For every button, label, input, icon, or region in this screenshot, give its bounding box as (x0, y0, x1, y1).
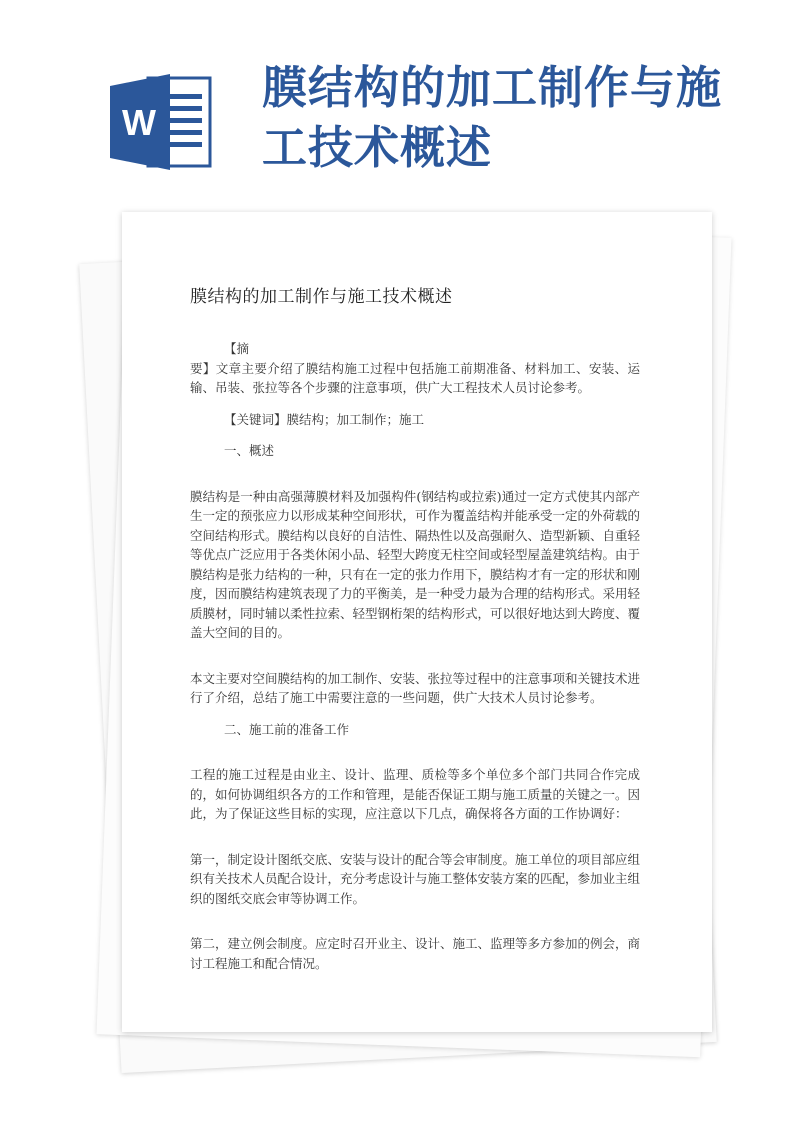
paragraph-intro: 本文主要对空间膜结构的加工制作、安装、张拉等过程中的注意事项和关键技术进行了介绍，总结了施工中需要注意的一些问题，供广大技术人员讨论参考。 (190, 670, 641, 705)
paragraph-coordination: 工程的施工过程是由业主、设计、监理、质检等多个单位多个部门共同合作完成的，如何协调组织各方的工作和管理，是能否保证工期与施工质量的关键之一。因此，为了保证这些目标的实现，应注意以下几点，确保将各方面的工作协调好： (190, 767, 641, 821)
section-heading-overview: 一、概述 (224, 443, 275, 458)
banner (0, 0, 800, 210)
document-content (190, 282, 640, 973)
word-document-icon (110, 72, 214, 172)
section-heading-preparation: 二、施工前的准备工作 (224, 721, 350, 737)
document-title: 膜结构的加工制作与施工技术概述 (190, 287, 453, 307)
paragraph-second: 第二，建立例会制度。应定时召开业主、设计、施工、监理等多方参加的例会，商讨工程施工和配合情况。 (190, 936, 641, 971)
banner-title: 膜结构的加工制作与施工技术概述 (262, 61, 723, 174)
keywords: 【关键词】膜结构；加工制作；施工 (224, 411, 425, 427)
word-logo-letter: W (122, 102, 156, 143)
abstract-label: 【摘 (224, 341, 250, 356)
paragraph-first: 第一，制定设计图纸交底、安装与设计的配合等会审制度。施工单位的项目部应组织有关技术人员配合设计，充分考虑设计与施工整体安装方案的匹配，参加业主组织的图纸交底会审等协调工作。 (190, 851, 641, 906)
document-page (122, 212, 712, 1032)
abstract-text: 要】文章主要介绍了膜结构施工过程中包括施工前期准备、材料加工、安装、运输、吊装、张拉等各个步骤的注意事项，供广大工程技术人员讨论参考。 (190, 360, 640, 395)
paragraph-overview: 膜结构是一种由高强薄膜材料及加强构件(钢结构或拉索)通过一定方式使其内部产生一定的预张应力以形成某种空间形状，可作为覆盖结构并能承受一定的外荷载的空间结构形式。膜结构以良好的自洁性、隔热性以及高强耐久、造型新颖、自重轻等优点广泛应用于各类休闲小品、轻型大跨度无柱空间或轻型屋盖建筑结构。由于膜结构是张力结构的一种，只有在一定的张力作用下，膜结构才有一定的形状和刚度，因而膜结构建筑表现了力的平衡美，是一种受力最为合理的结构形式。采用轻质膜材，同时辅以柔性拉索、轻型钢桁架的结构形式，可以很好地达到大跨度、覆盖大空间的目的。 (190, 488, 641, 640)
